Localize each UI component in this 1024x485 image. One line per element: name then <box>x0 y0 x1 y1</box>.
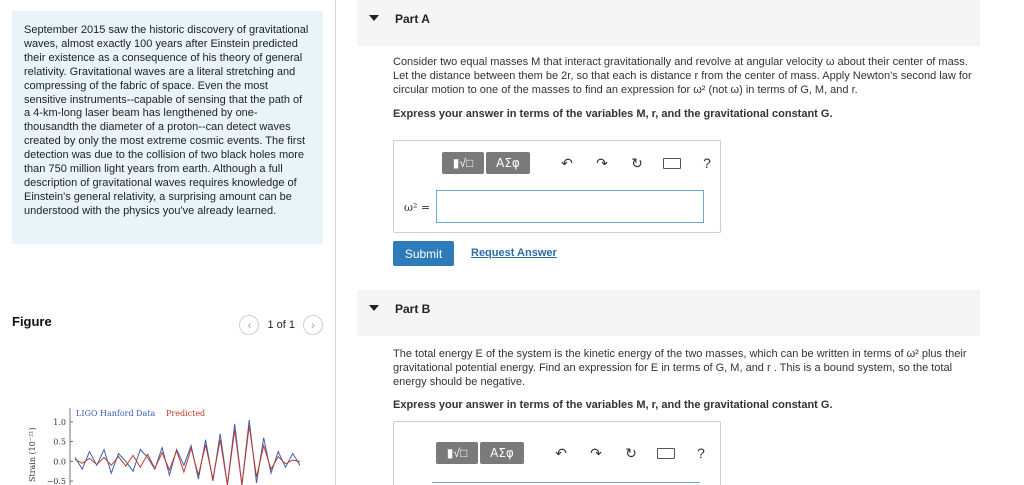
reset-icon[interactable]: ↻ <box>625 444 637 461</box>
part-b-answer-box <box>393 421 721 485</box>
y-tick-label: 0.5 <box>53 437 66 447</box>
intro-paragraph: September 2015 saw the historic discovery of gravitational waves, almost exactly 100 years after Einstein predicted their existence as a consequence of his theory of general relativity. Gravitational waves are a literal stretching and compressing of the fabric of space. Even the most sensitive instruments--capable of sensing that the path of a 4-km-long laser beam has lengthened by one-thousandth the diameter of a proton--can detect waves created by only the most extreme cosmic events. The first detection was due to the collision of two black holes more than 750 million light years from earth. Although a full description of gravitational waves requires knowledge of Einstein's general relativity, a surprising amount can be understood with the physics you've already learned. <box>24 24 309 217</box>
figure-title: Figure <box>12 314 52 329</box>
part-a-instruction: Express your answer in terms of the variables M, r, and the gravitational constant G. <box>393 108 833 120</box>
figure-header <box>12 313 323 337</box>
help-icon[interactable]: ? <box>703 155 711 171</box>
chevron-left-icon[interactable]: ‹ <box>239 315 259 335</box>
part-b-header[interactable] <box>357 290 980 336</box>
legend-predicted: Predicted <box>166 409 206 418</box>
legend-ligo: LIGO Hanford Data <box>76 409 156 418</box>
left-panel <box>0 0 336 485</box>
request-answer-link[interactable]: Request Answer <box>471 247 557 259</box>
keyboard-icon[interactable] <box>657 444 675 462</box>
chart-y-label: Strain (10⁻²¹) <box>28 427 37 482</box>
undo-icon[interactable]: ↶ <box>561 154 573 171</box>
redo-icon[interactable]: ↷ <box>590 444 602 461</box>
part-a-answer-input[interactable] <box>436 190 704 223</box>
greek-symbols-button[interactable]: ΑΣφ <box>486 152 530 174</box>
templates-button[interactable]: ▮√□ <box>436 442 478 464</box>
part-a-question: Consider two equal masses M that interact gravitationally and revolve at angular velocity ω about their center of mass. Let the distance between them be 2r, so that each is distance r from the center of mass. Apply Newton's second law for circular motion to one of the masses to find an expression for ω² (not ω) in terms of G, M, and r. <box>393 56 972 96</box>
figure-pager <box>239 315 323 335</box>
part-b-question: The total energy E of the system is the kinetic energy of the two masses, which can be written in terms of ω² plus their gravitational potential energy. Find an expression for E in terms of G, M, and r . This is a bound system, so the total energy should be negative. <box>393 348 967 388</box>
keyboard-icon[interactable] <box>663 154 681 172</box>
redo-icon[interactable]: ↷ <box>596 154 608 171</box>
part-b-answer-input[interactable] <box>432 482 700 483</box>
chevron-right-icon[interactable]: › <box>303 315 323 335</box>
part-a-answer-box <box>393 140 721 233</box>
part-b-label: Part B <box>395 302 431 316</box>
triangle-down-icon <box>369 15 379 21</box>
math-toolbar <box>436 442 710 464</box>
greek-symbols-button[interactable]: ΑΣφ <box>480 442 524 464</box>
part-a-label: Part A <box>395 12 430 26</box>
y-tick-label: 0.0 <box>53 457 66 467</box>
strain-chart <box>25 400 315 485</box>
right-panel <box>357 0 980 485</box>
triangle-down-icon <box>369 305 379 311</box>
y-tick-label: 1.0 <box>53 417 66 427</box>
submit-button[interactable]: Submit <box>393 241 454 266</box>
help-icon[interactable]: ? <box>697 445 705 461</box>
figure-page-count: 1 of 1 <box>267 319 295 331</box>
part-b-instruction: Express your answer in terms of the variables M, r, and the gravitational constant G. <box>393 399 833 411</box>
y-tick-label: −0.5 <box>46 477 66 485</box>
part-a-answer-label: ω² = <box>404 201 431 214</box>
templates-button[interactable]: ▮√□ <box>442 152 484 174</box>
intro-text <box>12 11 323 244</box>
math-toolbar <box>442 152 716 174</box>
chart-y-ticks <box>47 418 73 485</box>
part-a-header[interactable] <box>357 0 980 46</box>
reset-icon[interactable]: ↻ <box>631 154 643 171</box>
undo-icon[interactable]: ↶ <box>555 444 567 461</box>
